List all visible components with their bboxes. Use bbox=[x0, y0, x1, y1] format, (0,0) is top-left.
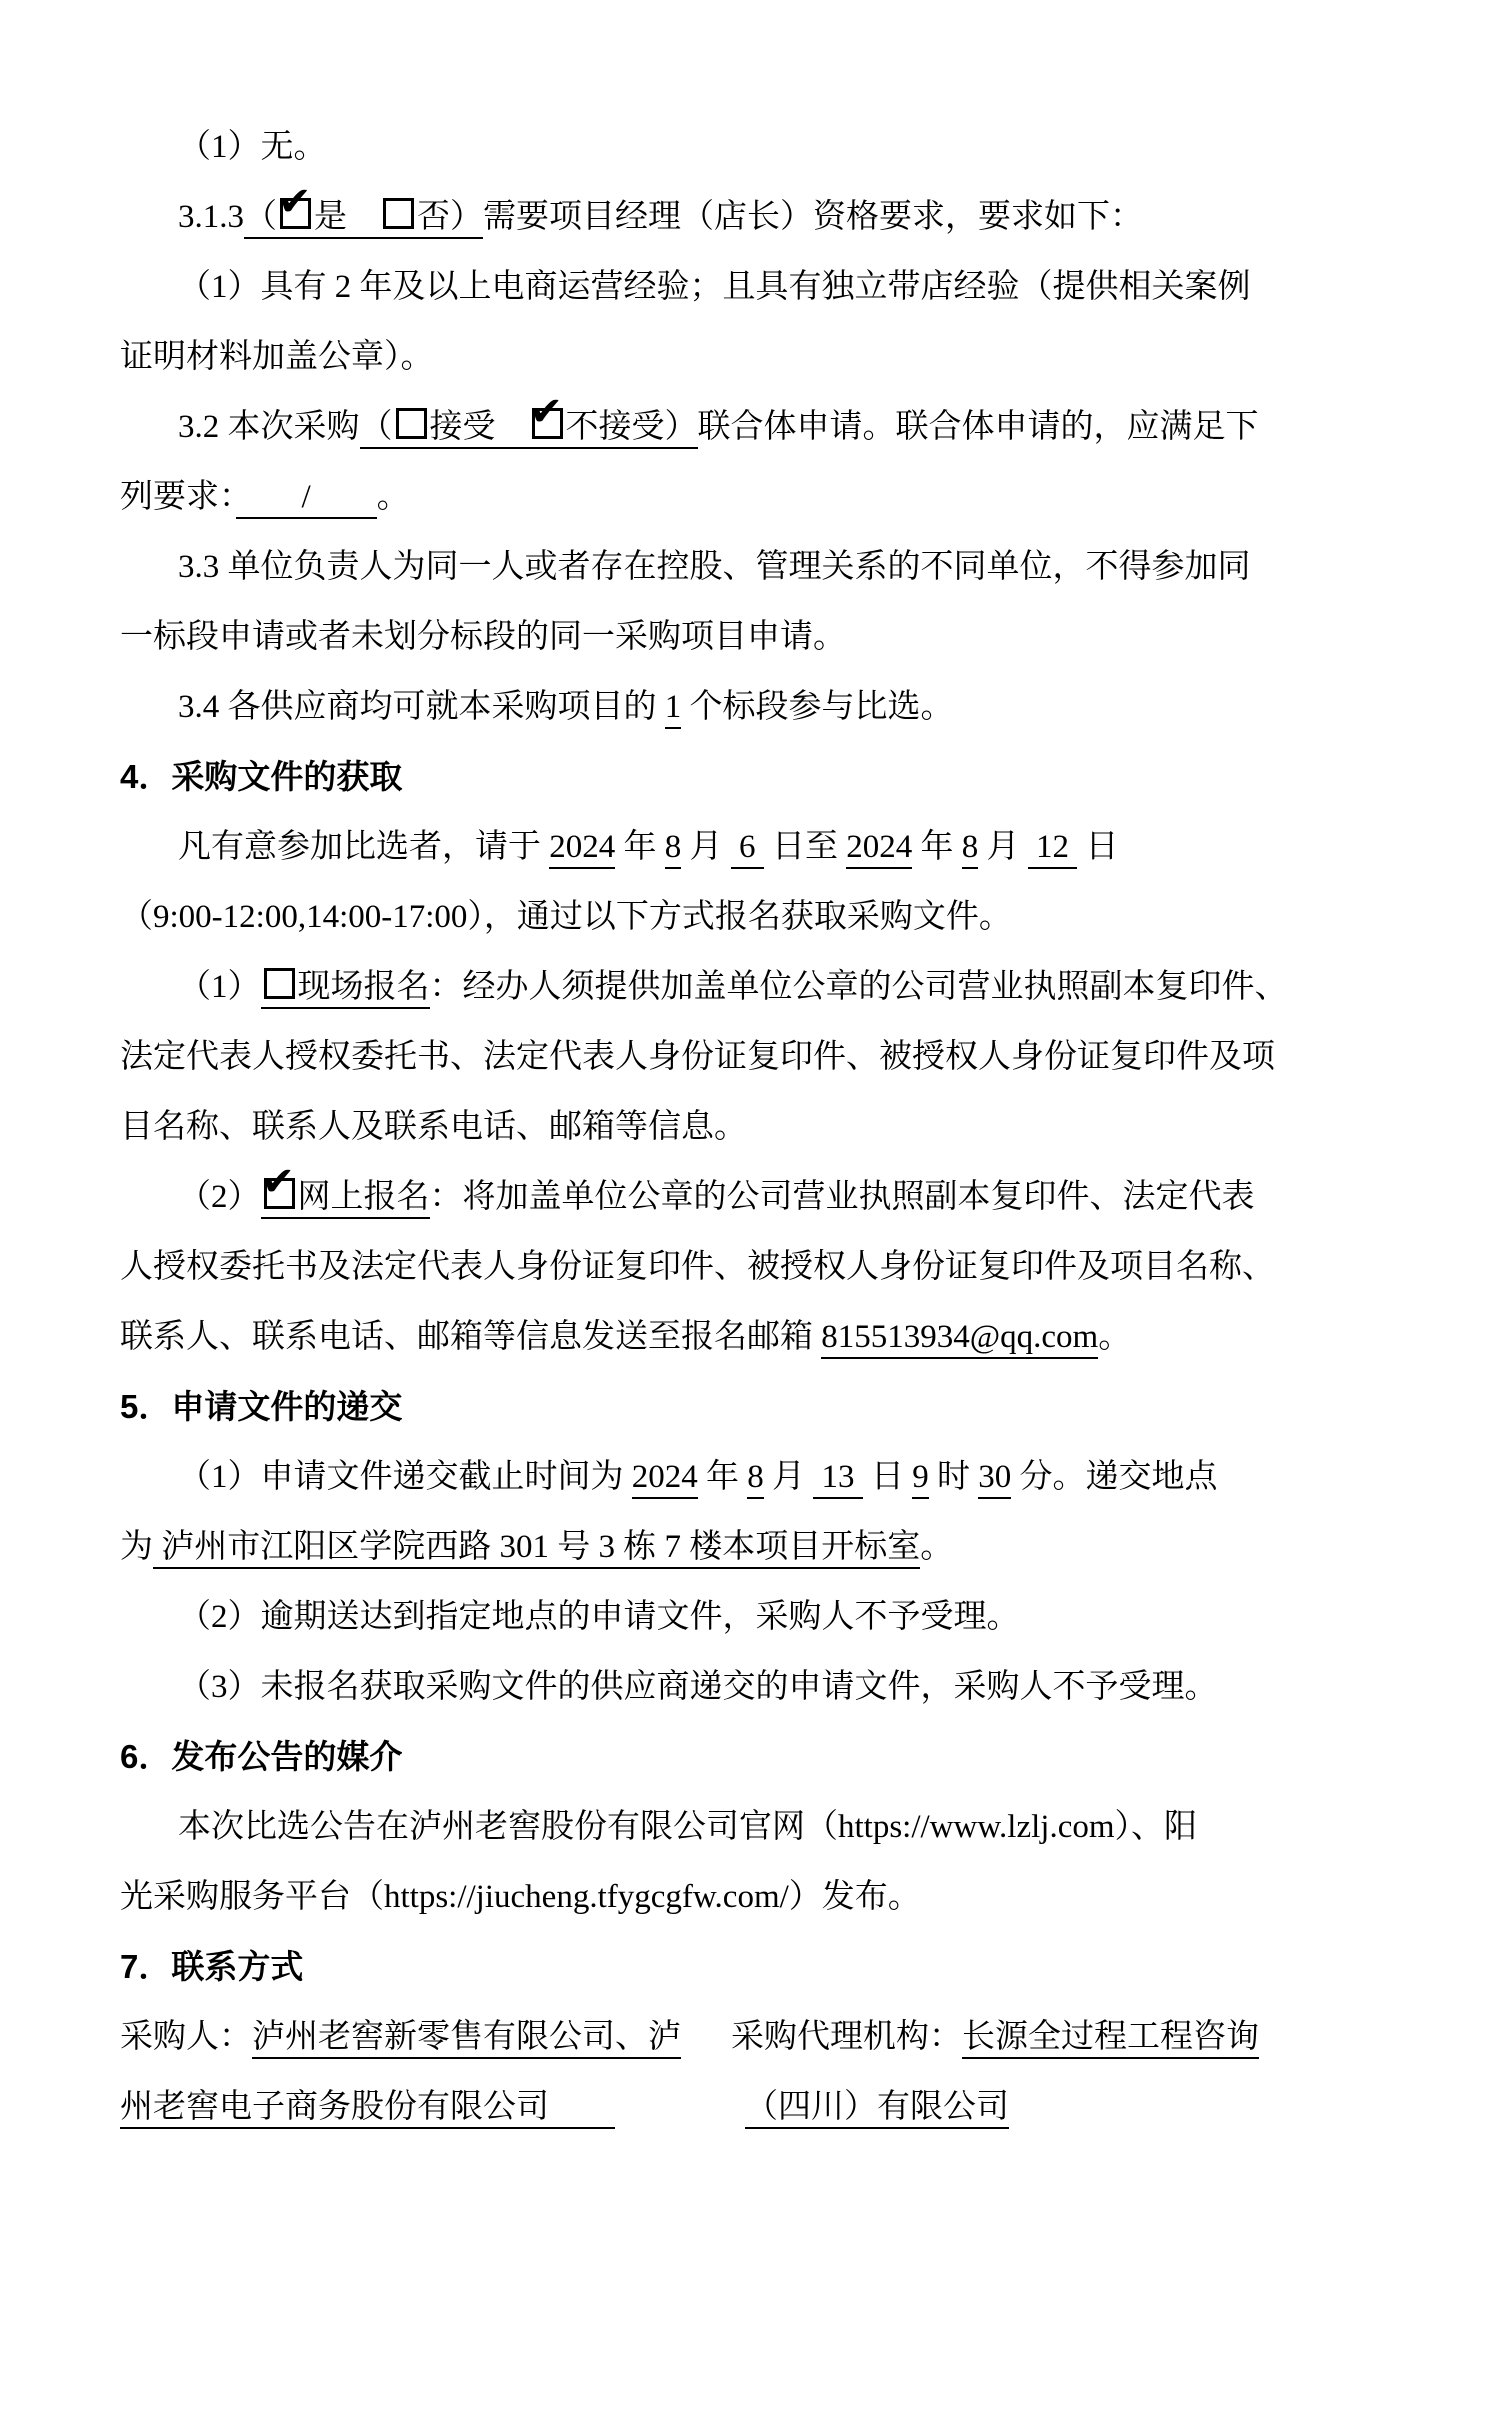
text-run: 1 bbox=[664, 689, 682, 725]
text-run: 12 bbox=[1027, 829, 1078, 865]
text-run: 7．联系方式 bbox=[120, 1948, 304, 1985]
doc-line bbox=[120, 392, 1420, 462]
text-run: 。 bbox=[376, 479, 410, 515]
text-run: 9 bbox=[912, 1459, 929, 1495]
doc-line bbox=[120, 1652, 1420, 1722]
text-run: 法定代表人授权委托书、法定代表人身份证复印件、被授权人身份证复印件及项 bbox=[120, 1039, 1275, 1075]
text-segment bbox=[120, 1039, 1275, 1075]
text-segment bbox=[244, 199, 277, 239]
text-segment bbox=[377, 479, 410, 515]
doc-line bbox=[120, 1162, 1420, 1232]
text-segment bbox=[1011, 1459, 1217, 1495]
text-segment bbox=[178, 969, 261, 1005]
text-segment bbox=[120, 1388, 402, 1425]
text-run: 采购人： bbox=[120, 2019, 252, 2055]
text-run: 凡有意参加比选者，请于 bbox=[178, 829, 550, 865]
text-run: 。 bbox=[920, 1529, 954, 1565]
text-segment bbox=[665, 689, 682, 729]
text-segment bbox=[120, 1879, 921, 1915]
text-segment bbox=[120, 1109, 747, 1145]
text-segment bbox=[665, 829, 682, 869]
text-segment bbox=[978, 1459, 1011, 1499]
text-segment bbox=[360, 409, 393, 449]
text-run: 月 bbox=[763, 1459, 814, 1495]
text-run: （3）未报名获取采购文件的供应商递交的申请文件，采购人不予受理。 bbox=[178, 1669, 1218, 1705]
text-run: 本次比选公告在泸州老窖股份有限公司官网（https://www.lzlj.com）、阳 bbox=[178, 1809, 1198, 1845]
text-run: 日 bbox=[1077, 829, 1119, 865]
text-segment bbox=[178, 829, 549, 865]
text-run: 8 bbox=[664, 829, 682, 865]
text-run: 年 bbox=[697, 1459, 748, 1495]
checkbox-checked-icon bbox=[280, 198, 311, 229]
text-run: 个标段参与比选。 bbox=[681, 689, 954, 725]
text-segment bbox=[261, 969, 430, 1009]
text-run: 列要求： bbox=[120, 479, 236, 515]
text-segment bbox=[120, 899, 1012, 935]
doc-line bbox=[120, 2072, 1420, 2142]
text-segment bbox=[120, 758, 402, 795]
text-segment bbox=[153, 1529, 920, 1569]
text-run: 3.3 单位负责人为同一人或者存在控股、管理关系的不同单位，不得参加同 bbox=[178, 549, 1251, 585]
text-run: / bbox=[235, 479, 377, 515]
text-segment bbox=[1028, 829, 1078, 869]
doc-line bbox=[120, 462, 1420, 532]
doc-line bbox=[120, 812, 1420, 882]
doc-line bbox=[120, 952, 1420, 1022]
text-segment bbox=[920, 1529, 953, 1565]
text-segment bbox=[962, 2019, 1259, 2059]
text-run: 联合体申请。联合体申请的，应满足下 bbox=[697, 409, 1259, 445]
text-run: 。 bbox=[1098, 1319, 1132, 1355]
text-segment bbox=[929, 1459, 979, 1495]
text-segment bbox=[747, 1459, 764, 1499]
text-segment bbox=[120, 1249, 1275, 1285]
text-run: 2024 bbox=[846, 829, 913, 865]
text-segment bbox=[632, 1459, 698, 1499]
text-segment bbox=[252, 2019, 681, 2059]
doc-line bbox=[120, 1512, 1420, 1582]
text-run: ：经办人须提供加盖单位公章的公司营业执照副本复印件、 bbox=[429, 969, 1288, 1005]
checkbox-unchecked-icon bbox=[383, 198, 414, 229]
text-run: 4．采购文件的获取 bbox=[120, 758, 403, 795]
doc-line bbox=[120, 1792, 1420, 1862]
text-segment bbox=[178, 199, 244, 235]
column-gap bbox=[681, 2046, 731, 2047]
text-segment bbox=[120, 619, 846, 655]
text-segment bbox=[120, 339, 434, 375]
text-segment bbox=[178, 409, 360, 445]
text-segment bbox=[549, 829, 615, 869]
text-segment bbox=[178, 1669, 1218, 1705]
text-run: 8 bbox=[747, 1459, 764, 1495]
text-segment bbox=[1077, 829, 1118, 865]
text-run: 8 bbox=[961, 829, 979, 865]
section-heading bbox=[120, 1722, 1420, 1792]
text-run: 长源全过程工程咨询 bbox=[962, 2019, 1259, 2055]
doc-line bbox=[120, 1442, 1420, 1512]
text-run: 网上报名 bbox=[297, 1179, 430, 1215]
text-run: 州老窖电子商务股份有限公司 bbox=[120, 2089, 615, 2125]
checkbox-checked-icon bbox=[264, 1178, 295, 1209]
text-run: 3.2 本次采购 bbox=[178, 409, 360, 445]
text-segment bbox=[681, 689, 953, 725]
doc-line bbox=[120, 532, 1420, 602]
text-segment bbox=[261, 1179, 430, 1219]
text-run: 泸州市江阳区学院西路 301 号 3 栋 7 楼本项目开标室 bbox=[153, 1529, 921, 1565]
text-segment bbox=[681, 829, 731, 865]
text-run: 不接受） bbox=[565, 409, 698, 445]
text-segment bbox=[962, 829, 979, 869]
text-run: 5．申请文件的递交 bbox=[120, 1388, 403, 1425]
text-run: 年 bbox=[912, 829, 962, 865]
text-segment bbox=[178, 689, 665, 725]
doc-line bbox=[120, 252, 1420, 322]
text-run: 采购代理机构： bbox=[731, 2019, 962, 2055]
text-segment bbox=[745, 2089, 1009, 2129]
text-segment bbox=[380, 199, 483, 239]
text-run: （四川）有限公司 bbox=[745, 2089, 1009, 2125]
text-run: 否） bbox=[417, 199, 483, 235]
text-run: 是 bbox=[314, 199, 380, 235]
text-segment bbox=[615, 829, 665, 865]
doc-line bbox=[120, 182, 1420, 252]
text-segment bbox=[846, 829, 912, 869]
text-run: 分。递交地点 bbox=[1011, 1459, 1218, 1495]
text-segment bbox=[978, 829, 1028, 865]
text-segment bbox=[120, 1738, 402, 1775]
text-run: （1）具有 2 年及以上电商运营经验；且具有独立带店经验（提供相关案例 bbox=[178, 269, 1251, 305]
text-segment bbox=[483, 199, 1143, 235]
doc-line bbox=[120, 672, 1420, 742]
text-segment bbox=[912, 829, 962, 865]
text-run: 证明材料加盖公章）。 bbox=[120, 339, 434, 375]
text-run: （1）申请文件递交截止时间为 bbox=[178, 1459, 632, 1495]
text-segment bbox=[236, 479, 377, 519]
text-segment bbox=[178, 269, 1251, 305]
doc-line bbox=[120, 1582, 1420, 1652]
text-segment bbox=[178, 549, 1251, 585]
text-segment bbox=[393, 409, 529, 449]
doc-line bbox=[120, 1022, 1420, 1092]
text-run: 6 bbox=[730, 829, 764, 865]
text-segment bbox=[863, 1459, 913, 1495]
text-run: 接受 bbox=[429, 409, 529, 445]
text-segment bbox=[120, 2019, 252, 2055]
text-segment bbox=[277, 199, 380, 239]
text-run: ：将加盖单位公章的公司营业执照副本复印件、法定代表 bbox=[429, 1179, 1255, 1215]
text-run: 为 bbox=[120, 1529, 153, 1565]
text-run: 一标段申请或者未划分标段的同一采购项目申请。 bbox=[120, 619, 846, 655]
text-segment bbox=[120, 2089, 615, 2129]
text-run: 月 bbox=[681, 829, 731, 865]
text-run: 2024 bbox=[549, 829, 616, 865]
text-run: 日 bbox=[862, 1459, 913, 1495]
doc-line bbox=[120, 1302, 1420, 1372]
text-segment bbox=[120, 1948, 303, 1985]
text-run: 6．发布公告的媒介 bbox=[120, 1738, 403, 1775]
doc-line bbox=[120, 882, 1420, 952]
text-run: 时 bbox=[928, 1459, 979, 1495]
text-segment bbox=[178, 129, 327, 165]
doc-line bbox=[120, 322, 1420, 392]
text-run: 13 bbox=[813, 1459, 863, 1495]
document-body bbox=[120, 112, 1420, 2142]
text-run: 日至 bbox=[763, 829, 847, 865]
text-segment bbox=[178, 1599, 1020, 1635]
text-run: 泸州老窖新零售有限公司、泸 bbox=[252, 2019, 681, 2055]
doc-line bbox=[120, 1232, 1420, 1302]
checkbox-unchecked-icon bbox=[396, 408, 427, 439]
doc-line bbox=[120, 1862, 1420, 1932]
text-segment bbox=[821, 1319, 1098, 1359]
text-run: 现场报名 bbox=[297, 969, 430, 1005]
text-segment bbox=[698, 409, 1259, 445]
text-segment bbox=[1098, 1319, 1131, 1355]
text-segment bbox=[430, 969, 1288, 1005]
text-run: （9:00-12:00,14:00-17:00），通过以下方式报名获取采购文件。 bbox=[120, 899, 1012, 935]
text-run: 30 bbox=[978, 1459, 1012, 1495]
text-segment bbox=[120, 1319, 821, 1355]
text-segment bbox=[912, 1459, 929, 1499]
text-run: 年 bbox=[615, 829, 665, 865]
text-segment bbox=[178, 1179, 261, 1215]
text-run: 815513934@qq.com bbox=[821, 1319, 1099, 1355]
doc-line bbox=[120, 2002, 1420, 2072]
text-run: 联系人、联系电话、邮箱等信息发送至报名邮箱 bbox=[120, 1319, 822, 1355]
text-segment bbox=[120, 479, 236, 515]
text-segment bbox=[178, 1459, 632, 1495]
text-segment bbox=[120, 1529, 153, 1565]
doc-line bbox=[120, 112, 1420, 182]
doc-line bbox=[120, 602, 1420, 672]
section-heading bbox=[120, 742, 1420, 812]
text-run: （2） bbox=[178, 1179, 261, 1215]
text-segment bbox=[813, 1459, 863, 1499]
text-run: 需要项目经理（店长）资格要求，要求如下： bbox=[483, 199, 1143, 235]
text-segment bbox=[764, 829, 847, 865]
text-run: （2）逾期送达到指定地点的申请文件，采购人不予受理。 bbox=[178, 1599, 1020, 1635]
section-heading bbox=[120, 1932, 1420, 2002]
column-gap bbox=[615, 2116, 745, 2117]
text-run: 2024 bbox=[631, 1459, 698, 1495]
text-run: （1） bbox=[178, 969, 261, 1005]
text-run: 月 bbox=[978, 829, 1028, 865]
text-segment bbox=[731, 2019, 962, 2055]
text-run: 3.4 各供应商均可就本采购项目的 bbox=[178, 689, 665, 725]
text-run: 光采购服务平台（https://jiucheng.tfygcgfw.com/）发布。 bbox=[120, 1879, 921, 1915]
text-segment bbox=[698, 1459, 748, 1495]
text-run: 3.1.3 bbox=[178, 199, 244, 235]
text-segment bbox=[764, 1459, 814, 1495]
text-run: 人授权委托书及法定代表人身份证复印件、被授权人身份证复印件及项目名称、 bbox=[120, 1249, 1275, 1285]
doc-line bbox=[120, 1092, 1420, 1162]
checkbox-unchecked-icon bbox=[264, 968, 295, 999]
text-run: 目名称、联系人及联系电话、邮箱等信息。 bbox=[120, 1109, 747, 1145]
checkbox-checked-icon bbox=[532, 408, 563, 439]
text-run: （ bbox=[359, 409, 393, 445]
section-heading bbox=[120, 1372, 1420, 1442]
text-segment bbox=[430, 1179, 1255, 1215]
text-segment bbox=[731, 829, 764, 869]
text-run: （1）无。 bbox=[178, 129, 327, 165]
text-segment bbox=[529, 409, 698, 449]
text-run: （ bbox=[244, 199, 277, 235]
text-segment bbox=[178, 1809, 1197, 1845]
